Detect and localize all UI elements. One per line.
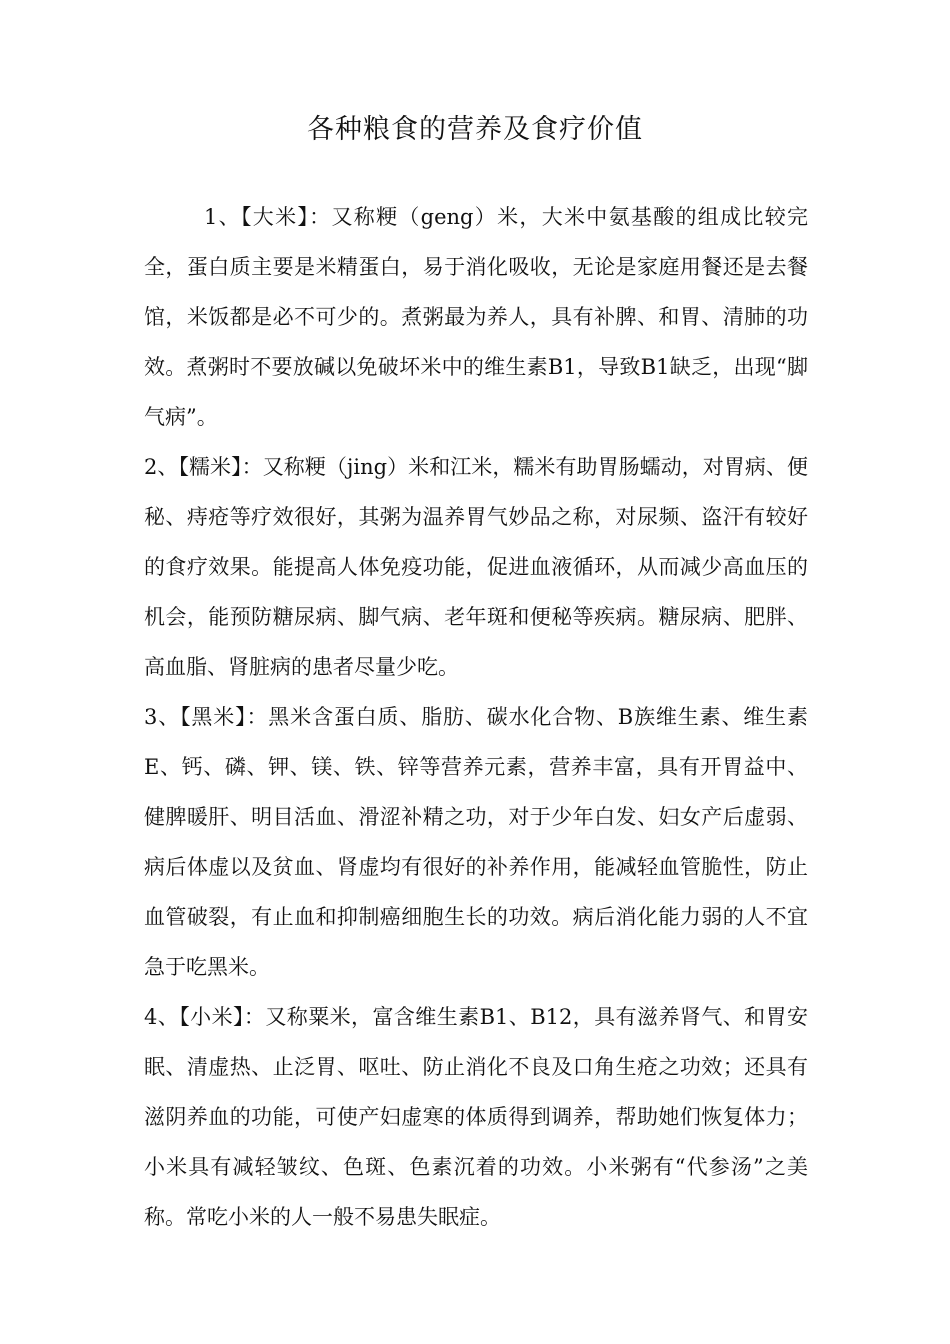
paragraph-glutinous-rice xyxy=(144,442,808,692)
item-number: 1、 xyxy=(204,205,241,229)
paragraph-rice xyxy=(144,192,808,442)
item-number: 2、 xyxy=(144,455,179,479)
document-body xyxy=(144,192,808,1242)
paragraph-black-rice xyxy=(144,692,808,992)
item-text: 又称粳（geng）米，大米中氨基酸的组成比较完全，蛋白质主要是米精蛋白，易于消化吸收，无论是家庭用餐还是去餐馆，米饭都是必不可少的。煮粥最为养人，具有补脾、和胃、清肺的功效。煮粥时不要放碱以免破坏米中的维生素B1，导致B1缺乏，出现“脚气病”。 xyxy=(144,205,808,429)
item-text: 黑米含蛋白质、脂肪、碳水化合物、B族维生素、维生素E、钙、磷、钾、镁、铁、锌等营养元素，营养丰富，具有开胃益中、健脾暖肝、明目活血、滑涩补精之功，对于少年白发、妇女产后虚弱、病后体虚以及贫血、肾虚均有很好的补养作用，能减轻血管脆性，防止血管破裂，有止血和抑制癌细胞生长的功效。病后消化能力弱的人不宜急于吃黑米。 xyxy=(144,705,809,979)
item-number: 3、 xyxy=(144,705,181,729)
item-heading: 【小米】： xyxy=(179,1005,266,1029)
item-text: 又称粟米，富含维生素B1、B12，具有滋养肾气、和胃安眠、清虚热、止泛胃、呕吐、防止消化不良及口角生疮之功效；还具有滋阴养血的功能，可使产妇虚寒的体质得到调养，帮助她们恢复体力；小米具有减轻皱纹、色斑、色素沉着的功效。小米粥有“代参汤”之美称。常吃小米的人一般不易患失眠症。 xyxy=(144,1005,809,1229)
item-heading: 【糯米】： xyxy=(178,455,263,479)
item-heading: 【黑米】： xyxy=(180,705,269,729)
page-title: 各种粮食的营养及食疗价值 xyxy=(307,114,643,145)
item-number: 4、 xyxy=(144,1005,180,1029)
item-heading: 【大米】： xyxy=(240,205,332,229)
item-text: 又称粳（jing）米和江米，糯米有助胃肠蠕动，对胃病、便秘、痔疮等疗效很好，其粥为温养胃气妙品之称，对尿频、盗汗有较好的食疗效果。能提高人体免疫功能，促进血液循环，从而减少高血压的机会，能预防糖尿病、脚气病、老年斑和便秘等疾病。糖尿病、肥胖、高血脂、肾脏病的患者尽量少吃。 xyxy=(144,455,808,679)
paragraph-millet xyxy=(144,992,808,1242)
